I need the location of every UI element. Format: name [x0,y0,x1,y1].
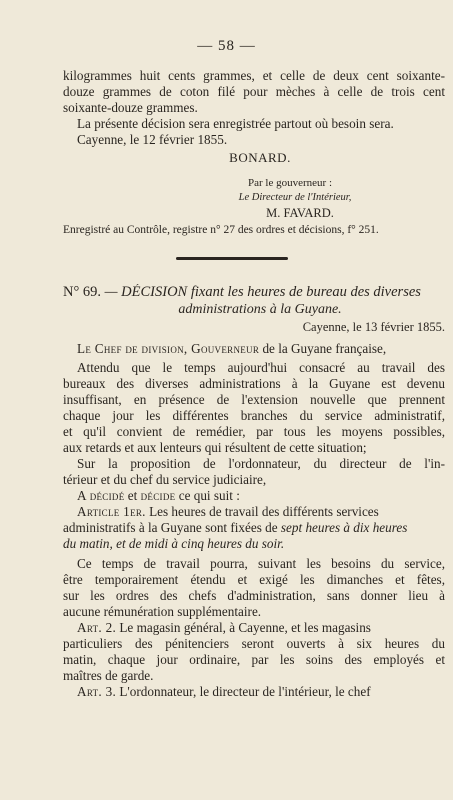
text-line: chaque jour les différentes branches du service administratif, [63,408,445,423]
chef-line [63,341,445,357]
article-1-line-2 [63,520,445,536]
text-line: et qu'il convient de remédier, par tous les moyens possibles, [63,424,445,439]
article-1-line-3: du matin, et de midi à cinq heures du soir. [63,536,285,551]
directeur-title: Le Directeur de l'Intérieur, [238,192,352,203]
place-date-2: Cayenne, le 13 février 1855. [302,320,445,334]
text-line: douze grammes de coton filé pour mèches à celle de trois cent [63,84,445,99]
article-1-line [63,504,445,520]
decision-number: N° 69. [63,284,102,300]
place-date: Cayenne, le 12 février 1855. [77,132,228,147]
decide-rest: ce qui suit : [175,488,240,503]
signature-bonard: BONARD. [229,150,291,165]
text-line: Sur la proposition de l'ordonnateur, du directeur de l'in- [77,456,445,471]
article-3-label: Art. 3. [77,684,117,699]
text-line: kilogrammes huit cents grammes, et celle de deux cent soixante- [63,68,445,83]
decide-mid: et [124,488,141,503]
text-line: soixante-douze grammes. [63,100,198,115]
text-line: aux retards et aux lenteurs qui résultent de cette situation; [63,440,367,455]
decision-heading [63,284,445,301]
page-number: — 58 — [197,38,256,54]
text-line: bureaux des diverses administrations à la Guyane est devenu [63,376,445,391]
decision-body [63,341,445,700]
article-1-text: Les heures de travail des différents services [145,504,379,519]
article-2-line [63,620,445,636]
decide-label: A décidé [77,488,125,503]
article-1-label: Article 1er. [77,504,146,519]
article-2-text: Le magasin général, à Cayenne, et les magasins [116,620,371,635]
chef-title: Le Chef de division, Gouverneur [77,341,260,356]
section-divider [176,257,288,260]
article-1-hours: sept heures à dix heures [280,520,408,535]
text-line: Attendu que le temps aujourd'hui consacré au travail des [77,360,445,375]
text-line: être temporairement étendu et exigé les dimanches et fêtes, [63,572,445,587]
article-3-line [63,684,445,700]
text-line: maîtres de garde. [63,668,154,683]
decide-label-2: décide [140,488,176,503]
registration-line: La présente décision sera enregistrée partout où besoin sera. [77,116,394,131]
text-line: insuffisant, en présence de l'extension nouvelle que prennent [63,392,445,407]
continuation-paragraph [63,68,445,148]
text-line: aucune rémunération supplémentaire. [63,604,262,619]
decision-title: — DÉCISION fixant les heures de bureau des diverses [104,284,421,300]
text-line: térieur et du chef du service judiciaire, [63,472,267,487]
article-3-text: L'ordonnateur, le directeur de l'intérieur, le chef [116,684,371,699]
par-le-gouverneur: Par le gouverneur : [248,177,332,189]
chef-rest: de la Guyane française, [259,341,387,356]
text-line: sur les ordres des chefs d'administration, sans donner lieu à [63,588,445,603]
article-1-text: administratifs à la Guyane sont fixées de [63,520,281,535]
text-line: Ce temps de travail pourra, suivant les besoins du service, [77,556,445,571]
text-line: matin, chaque jour ordinaire, par les soins des employés et [63,652,445,667]
signature-favard: M. FAVARD. [266,206,334,220]
article-2-label: Art. 2. [77,620,117,635]
decide-line [63,488,445,504]
controle-line: Enregistré au Contrôle, registre n° 27 des ordres et décisions, f° 251. [63,224,379,236]
decision-title-cont: administrations à la Guyane. [178,302,342,317]
text-line: particuliers des pénitenciers seront ouverts à six heures du [63,636,445,651]
